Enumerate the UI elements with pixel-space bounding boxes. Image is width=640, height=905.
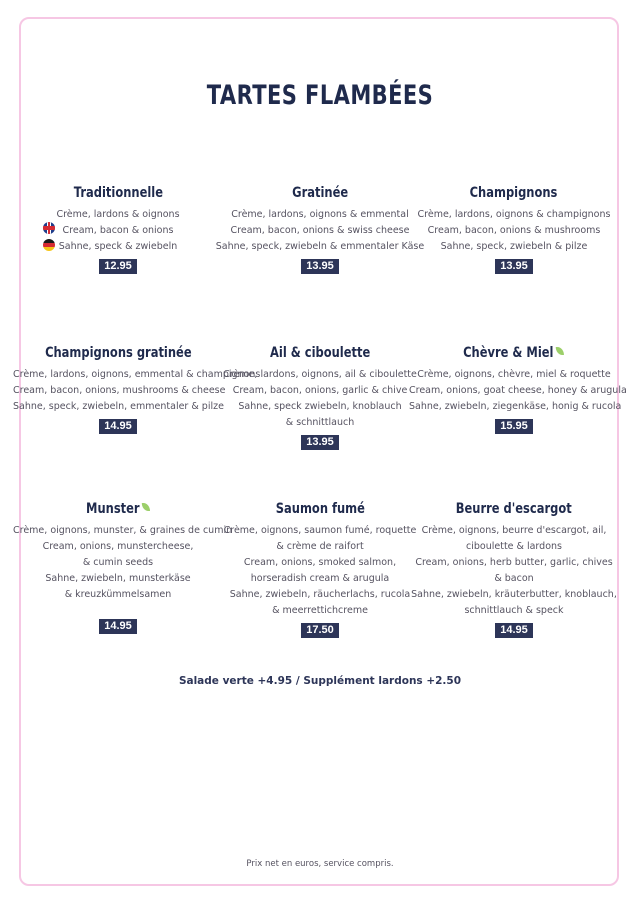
item-desc-de-cont: & kreuzkümmelsamen (64, 589, 172, 600)
item-desc-de: Sahne, zwiebeln, munsterkäse (45, 573, 191, 584)
item-desc-en: Cream, bacon & onions (62, 225, 174, 236)
menu-item-gratinee (215, 184, 425, 274)
item-price: 13.95 (495, 259, 533, 274)
item-desc-de: Sahne, speck zwiebeln, knoblauch (238, 401, 402, 412)
item-desc-de-cont: schnittlauch & speck (464, 605, 564, 616)
item-desc-en: Cream, onions, smoked salmon, (243, 557, 397, 568)
item-desc-de: Sahne, speck, zwiebeln, emmentaler & pilze (13, 401, 224, 412)
item-price: 13.95 (301, 435, 339, 450)
extras-note: Salade verte +4.95 / Supplément lardons +2.50 (178, 675, 462, 687)
item-name: Ail & ciboulette (269, 345, 371, 361)
item-name: Champignons (470, 185, 558, 201)
menu-item-champignons-gratinee (13, 344, 261, 434)
item-desc-fr: Crème, oignons, chèvre, miel & roquette (417, 369, 611, 380)
item-desc-de: Sahne, zwiebeln, kräuterbutter, knoblauch, (411, 589, 617, 600)
item-price: 14.95 (99, 419, 137, 434)
item-desc-en-cont: horseradish cream & arugula (250, 573, 390, 584)
item-name: Saumon fumé (275, 501, 365, 517)
item-desc-fr: Crème, lardons, oignons & emmental (231, 209, 409, 220)
menu-item-munster (13, 500, 233, 634)
item-desc-de: Sahne, zwiebeln, ziegenkäse, honig & rucola (409, 401, 622, 412)
item-desc-de: Sahne, speck & zwiebeln (58, 241, 178, 252)
menu-item-traditionnelle (13, 184, 223, 274)
item-name: Gratinée (291, 185, 348, 201)
leaf-icon (142, 503, 150, 511)
menu-item-champignons (409, 184, 619, 274)
item-price: 13.95 (301, 259, 339, 274)
item-desc-de: Sahne, zwiebeln, räucherlachs, rucola (229, 589, 411, 600)
item-desc-en: Cream, bacon, onions, mushrooms & cheese (13, 385, 226, 396)
item-desc-en-cont: & cumin seeds (82, 557, 154, 568)
item-desc-fr-cont: & crème de raifort (276, 541, 364, 552)
item-name (463, 345, 564, 361)
item-name-text: Chèvre & Miel (463, 345, 554, 361)
item-desc-en: Cream, bacon, onions, garlic & chive (232, 385, 408, 396)
item-price: 17.50 (301, 623, 339, 638)
item-desc-en-cont: & bacon (494, 573, 534, 584)
page-title: TARTES FLAMBÉES (206, 80, 434, 111)
item-price: 14.95 (495, 623, 533, 638)
item-desc-fr: Crème, lardons, oignons, ail & ciboulette (223, 369, 417, 380)
item-price: 12.95 (99, 259, 137, 274)
item-desc-de: Sahne, speck, zwiebeln & emmentaler Käse (215, 241, 425, 252)
item-name-text: Munster (85, 501, 140, 517)
item-name (86, 501, 150, 517)
item-price: 15.95 (495, 419, 533, 434)
footer-note: Prix net en euros, service compris. (246, 859, 394, 869)
menu-item-saumon-fume (215, 500, 425, 638)
item-desc-de: Sahne, speck, zwiebeln & pilze (440, 241, 588, 252)
item-desc-fr: Crème, lardons, oignons, emmental & champignons (13, 369, 261, 380)
item-name: Champignons gratinée (44, 345, 192, 361)
item-desc-de-cont: & meerrettichcreme (272, 605, 368, 616)
item-desc-en: Cream, bacon, onions & swiss cheese (230, 225, 410, 236)
menu-item-chevre-miel (409, 344, 627, 434)
menu-item-beurre-escargot (409, 500, 619, 638)
item-desc-fr: Crème, lardons & oignons (56, 209, 180, 220)
item-name: Beurre d'escargot (456, 501, 572, 517)
menu-item-ail-ciboulette (215, 344, 425, 450)
item-desc-fr: Crème, lardons, oignons & champignons (417, 209, 611, 220)
item-name: Traditionnelle (73, 185, 163, 201)
item-desc-en: Cream, onions, munstercheese, (42, 541, 194, 552)
item-desc-de-cont: & schnittlauch (285, 417, 355, 428)
item-price: 14.95 (99, 619, 137, 634)
item-desc-en: Cream, onions, herb butter, garlic, chives (415, 557, 613, 568)
item-desc-fr-cont: ciboulette & lardons (466, 541, 562, 552)
leaf-icon (556, 347, 564, 355)
item-desc-en: Cream, onions, goat cheese, honey & arugula (409, 385, 627, 396)
menu-frame (19, 17, 627, 886)
item-desc-fr: Crème, oignons, beurre d'escargot, ail, (421, 525, 607, 536)
item-desc-fr: Crème, oignons, munster, & graines de cumin (13, 525, 233, 536)
item-desc-en: Cream, bacon, onions & mushrooms (427, 225, 601, 236)
item-desc-fr: Crème, oignons, saumon fumé, roquette (223, 525, 417, 536)
